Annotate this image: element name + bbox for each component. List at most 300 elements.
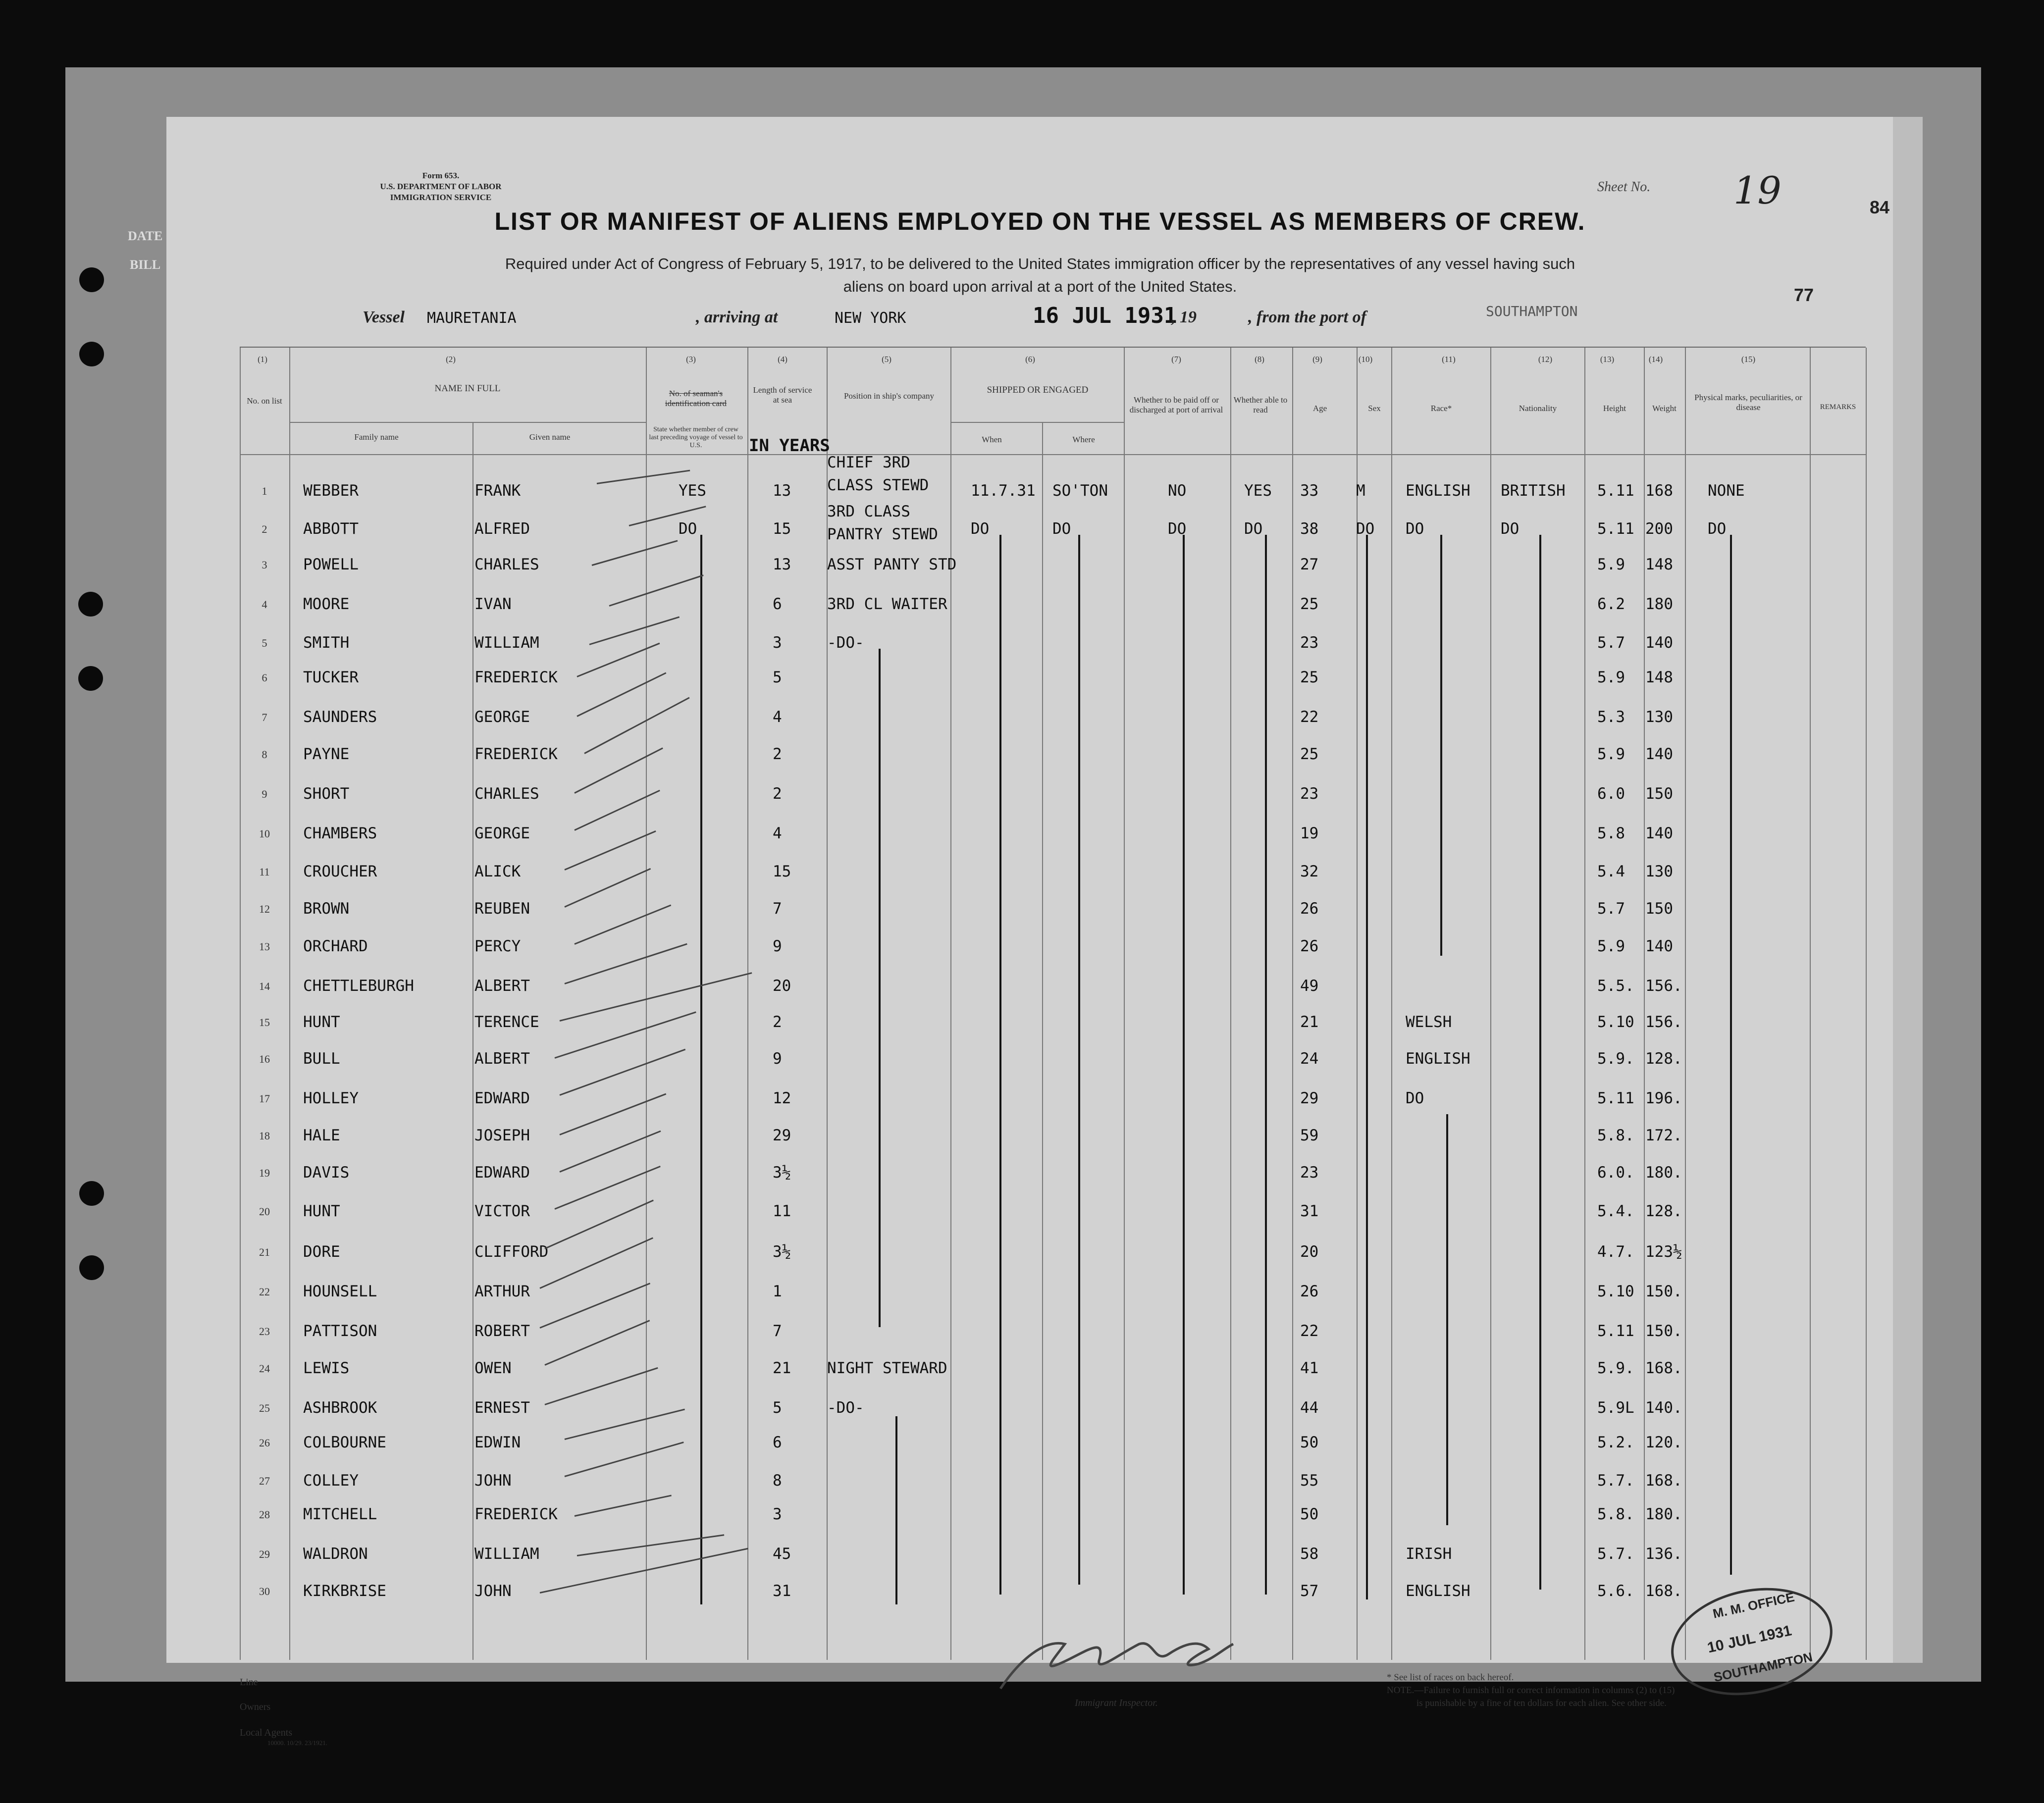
race: DO — [1406, 1089, 1424, 1107]
age: 57 — [1300, 1582, 1319, 1600]
height: 6.2 — [1597, 595, 1625, 613]
col-header-physical: Physical marks, peculiarities, or disease — [1694, 393, 1802, 412]
family-name: HOUNSELL — [303, 1283, 377, 1300]
crew-manifest-table — [240, 347, 1866, 1657]
years-at-sea: 13 — [773, 482, 791, 500]
weight: 150. — [1645, 1283, 1682, 1300]
height: 5.9L — [1597, 1399, 1634, 1417]
row-number: 28 — [259, 1508, 270, 1521]
years-at-sea: 8 — [773, 1472, 782, 1490]
shipped-where: SO'TON — [1052, 482, 1108, 500]
col-header-remarks: REMARKS — [1820, 403, 1856, 411]
row-number: 5 — [262, 637, 267, 649]
from-label: , from the port of — [1248, 308, 1366, 326]
shipped-when: 11.7.31 — [971, 482, 1036, 500]
height: 5.8 — [1597, 824, 1625, 842]
col-num: (9) — [1312, 355, 1322, 364]
able-to-read: YES — [1244, 482, 1272, 500]
subtitle-line: Required under Act of Congress of February 5, 1917, to be delivered to the United States immigration officer by the representatives of any vessel having such — [505, 255, 1575, 272]
row-number: 27 — [259, 1475, 270, 1487]
inspector-label: Immigrant Inspector. — [1075, 1698, 1158, 1708]
race: DO — [1406, 520, 1424, 538]
height: 5.8. — [1597, 1127, 1634, 1144]
race: ENGLISH — [1406, 482, 1470, 500]
years-at-sea: 6 — [773, 595, 782, 613]
given-name: REUBEN — [474, 900, 530, 918]
row-number: 6 — [262, 671, 267, 684]
col-header-paid-off: Whether to be paid off or discharged at port of arrival — [1129, 395, 1223, 414]
family-name: HOLLEY — [303, 1089, 359, 1107]
given-name: EDWIN — [474, 1434, 521, 1451]
col-header-age: Age — [1312, 404, 1327, 413]
position: CHIEF 3RD CLASS STEWD — [827, 454, 929, 494]
given-name: GEORGE — [474, 708, 530, 726]
given-name: CHARLES — [474, 556, 539, 573]
family-name: COLLEY — [303, 1472, 359, 1490]
col-num: (8) — [1255, 355, 1264, 364]
height: 5.10 — [1597, 1013, 1634, 1031]
stamp-text: SOUTHAMPTON — [1712, 1649, 1814, 1685]
page-number: 77 — [1794, 285, 1814, 305]
family-name: ORCHARD — [303, 937, 368, 955]
row-number: 2 — [262, 523, 267, 535]
age: 27 — [1300, 556, 1319, 573]
punch-hole — [79, 1255, 104, 1280]
given-name: FRANK — [474, 482, 521, 500]
age: 32 — [1300, 863, 1319, 880]
family-name: LEWIS — [303, 1359, 350, 1377]
weight: 156. — [1645, 1013, 1682, 1031]
weight: 180. — [1645, 1505, 1682, 1523]
weight: 123½ — [1645, 1243, 1682, 1261]
age: 25 — [1300, 745, 1319, 763]
height: 5.7 — [1597, 900, 1625, 918]
row-number: 20 — [259, 1205, 270, 1218]
weight: 140 — [1645, 937, 1673, 955]
given-name: EDWARD — [474, 1164, 530, 1182]
age: 58 — [1300, 1545, 1319, 1563]
able-to-read: DO — [1244, 520, 1263, 538]
col-num: (12) — [1538, 355, 1553, 364]
row-number: 30 — [259, 1585, 270, 1597]
age: 50 — [1300, 1505, 1319, 1523]
years-at-sea: 4 — [773, 708, 782, 726]
family-name: WALDRON — [303, 1545, 368, 1563]
given-name: EDWARD — [474, 1089, 530, 1107]
footnote-line: * See list of races on back hereof. — [1387, 1672, 1514, 1683]
family-name: ASHBROOK — [303, 1399, 377, 1417]
col-num: (4) — [778, 355, 787, 364]
height: 5.11 — [1597, 482, 1634, 500]
form-number: Form 653. — [422, 171, 460, 180]
position: ASST PANTY STD — [827, 556, 957, 573]
given-name: VICTOR — [474, 1202, 530, 1220]
given-name: ALBERT — [474, 977, 530, 995]
family-name: ABBOTT — [303, 520, 359, 538]
years-at-sea: 9 — [773, 937, 782, 955]
row-number: 11 — [259, 866, 270, 878]
weight: 168. — [1645, 1582, 1682, 1600]
given-name: ROBERT — [474, 1322, 530, 1340]
age: 38 — [1300, 520, 1319, 538]
years-at-sea: 21 — [773, 1359, 791, 1377]
age: 25 — [1300, 595, 1319, 613]
col-num: (13) — [1600, 355, 1615, 364]
weight: 156. — [1645, 977, 1682, 995]
family-name: SAUNDERS — [303, 708, 377, 726]
weight: 180 — [1645, 595, 1673, 613]
punch-hole — [79, 267, 104, 292]
row-number: 17 — [259, 1092, 270, 1105]
given-name: ALFRED — [474, 520, 530, 538]
years-at-sea: 29 — [773, 1127, 791, 1144]
years-at-sea: 20 — [773, 977, 791, 995]
row-number: 23 — [259, 1325, 270, 1338]
years-at-sea: 13 — [773, 556, 791, 573]
footnote-line: NOTE.—Failure to furnish full or correct information in columns (2) to (15) — [1387, 1685, 1675, 1696]
edge-stamp-mark: DATE — [128, 229, 163, 243]
row-number: 10 — [259, 827, 270, 840]
sheet-edge — [1893, 117, 1923, 1663]
height: 5.9. — [1597, 1050, 1634, 1068]
col-header-length: Length of service at sea — [753, 385, 812, 405]
height: 5.5. — [1597, 977, 1634, 995]
col-num: (1) — [258, 355, 267, 364]
given-name: JOSEPH — [474, 1127, 530, 1144]
position: -DO- — [827, 634, 864, 652]
arriving-label: , arriving at — [696, 308, 778, 326]
row-number: 15 — [259, 1016, 270, 1029]
row-number: 26 — [259, 1437, 270, 1449]
col-header-sex: Sex — [1368, 404, 1381, 413]
age: 25 — [1300, 669, 1319, 686]
weight: 136. — [1645, 1545, 1682, 1563]
weight: 172. — [1645, 1127, 1682, 1144]
given-name: CHARLES — [474, 785, 539, 803]
row-number: 12 — [259, 903, 270, 915]
family-name: DORE — [303, 1243, 340, 1261]
print-code: 10000. 10/29. 23/1921. — [267, 1739, 327, 1747]
family-name: SMITH — [303, 634, 350, 652]
inspector-signature — [991, 1629, 1238, 1699]
height: 5.9 — [1597, 556, 1625, 573]
height: 6.0 — [1597, 785, 1625, 803]
family-name: COLBOURNE — [303, 1434, 386, 1451]
physical-marks: NONE — [1708, 482, 1745, 500]
given-name: WILLIAM — [474, 634, 539, 652]
sheet-no-label: Sheet No. — [1597, 179, 1651, 195]
years-at-sea: 5 — [773, 1399, 782, 1417]
col-header-card-struck: No. of seaman's identification card — [665, 389, 727, 408]
family-name: WEBBER — [303, 482, 359, 500]
position: 3RD CL WAITER — [827, 595, 947, 613]
given-name: PERCY — [474, 937, 521, 955]
given-name: ALBERT — [474, 1050, 530, 1068]
owners-label: Owners — [240, 1701, 271, 1712]
col-header-shipped: SHIPPED OR ENGAGED — [987, 385, 1089, 395]
given-name: CLIFFORD — [474, 1243, 549, 1261]
col-num: (15) — [1741, 355, 1756, 364]
height: 5.11 — [1597, 520, 1634, 538]
age: 23 — [1300, 1164, 1319, 1182]
height: 5.2. — [1597, 1434, 1634, 1451]
family-name: DAVIS — [303, 1164, 350, 1182]
height: 4.7. — [1597, 1243, 1634, 1261]
family-name: BROWN — [303, 900, 350, 918]
weight: 168. — [1645, 1472, 1682, 1490]
row-number: 19 — [259, 1167, 270, 1179]
age: 26 — [1300, 1283, 1319, 1300]
age: 24 — [1300, 1050, 1319, 1068]
weight: 168 — [1645, 482, 1673, 500]
physical-marks: DO — [1708, 520, 1727, 538]
col-header-nationality: Nationality — [1519, 404, 1557, 413]
stamp-text: M. M. OFFICE — [1711, 1589, 1796, 1621]
age: 23 — [1300, 785, 1319, 803]
race: ENGLISH — [1406, 1582, 1470, 1600]
row-number: 16 — [259, 1053, 270, 1065]
family-name: BULL — [303, 1050, 340, 1068]
family-name: MOORE — [303, 595, 350, 613]
years-at-sea: 2 — [773, 745, 782, 763]
weight: 130 — [1645, 708, 1673, 726]
year-label: , 19 — [1171, 308, 1197, 326]
col-header-given: Given name — [529, 432, 571, 442]
given-name: TERENCE — [474, 1013, 539, 1031]
years-at-sea: 4 — [773, 824, 782, 842]
age: 20 — [1300, 1243, 1319, 1261]
age: 55 — [1300, 1472, 1319, 1490]
col-header-weight: Weight — [1652, 404, 1677, 413]
nationality: BRITISH — [1501, 482, 1566, 500]
family-name: SHORT — [303, 785, 350, 803]
paid-off: DO — [1168, 520, 1187, 538]
height: 5.7. — [1597, 1472, 1634, 1490]
family-name: HUNT — [303, 1202, 340, 1220]
shipped-where: DO — [1052, 520, 1071, 538]
family-name: HUNT — [303, 1013, 340, 1031]
given-name: ARTHUR — [474, 1283, 530, 1300]
col-header-read: Whether able to read — [1233, 395, 1288, 414]
height: 5.7. — [1597, 1545, 1634, 1563]
height: 5.4 — [1597, 863, 1625, 880]
family-name: PATTISON — [303, 1322, 377, 1340]
years-at-sea: 7 — [773, 900, 782, 918]
row-number: 29 — [259, 1548, 270, 1560]
row-number: 8 — [262, 748, 267, 761]
col-header-no: No. on list — [247, 396, 282, 406]
row-number: 22 — [259, 1286, 270, 1298]
age: 49 — [1300, 977, 1319, 995]
years-at-sea: 12 — [773, 1089, 791, 1107]
previous-voyage: YES — [679, 482, 706, 500]
height: 5.7 — [1597, 634, 1625, 652]
weight: 200 — [1645, 520, 1673, 538]
position: NIGHT STEWARD — [827, 1359, 947, 1377]
from-port: SOUTHAMPTON — [1486, 303, 1578, 319]
shipped-when: DO — [971, 520, 990, 538]
family-name: POWELL — [303, 556, 359, 573]
weight: 150 — [1645, 900, 1673, 918]
years-at-sea: 3 — [773, 634, 782, 652]
years-at-sea: 2 — [773, 785, 782, 803]
punch-hole — [79, 1181, 104, 1206]
col-header-position: Position in ship's company — [843, 391, 935, 401]
row-number: 18 — [259, 1130, 270, 1142]
given-name: IVAN — [474, 595, 512, 613]
age: 50 — [1300, 1434, 1319, 1451]
col-num: (10) — [1358, 355, 1373, 364]
height: 5.9 — [1597, 669, 1625, 686]
height: 5.3 — [1597, 708, 1625, 726]
footnote-line: is punishable by a fine of ten dollars for each alien. See other side. — [1416, 1698, 1667, 1708]
age: 21 — [1300, 1013, 1319, 1031]
age: 26 — [1300, 937, 1319, 955]
height: 5.8. — [1597, 1505, 1634, 1523]
col-num: (3) — [686, 355, 696, 364]
race: ENGLISH — [1406, 1050, 1470, 1068]
weight: 148 — [1645, 669, 1673, 686]
paid-off: NO — [1168, 482, 1187, 500]
weight: 128. — [1645, 1050, 1682, 1068]
weight: 140 — [1645, 824, 1673, 842]
family-name: HALE — [303, 1127, 340, 1144]
col-header-height: Height — [1603, 404, 1626, 413]
weight: 140. — [1645, 1399, 1682, 1417]
service: IMMIGRATION SERVICE — [390, 193, 492, 202]
row-number: 25 — [259, 1402, 270, 1414]
arriving-port: NEW YORK — [835, 309, 906, 327]
given-name: FREDERICK — [474, 1505, 558, 1523]
family-name: CHETTLEBURGH — [303, 977, 414, 995]
date-stamp: 16 JUL 1931 — [1033, 303, 1177, 328]
age: 31 — [1300, 1202, 1319, 1220]
family-name: TUCKER — [303, 669, 359, 686]
height: 5.6. — [1597, 1582, 1634, 1600]
years-at-sea: 5 — [773, 669, 782, 686]
col-num: (14) — [1648, 355, 1663, 364]
weight: 196. — [1645, 1089, 1682, 1107]
weight: 148 — [1645, 556, 1673, 573]
row-number: 14 — [259, 980, 270, 992]
age: 22 — [1300, 1322, 1319, 1340]
col-header-where: Where — [1072, 435, 1095, 444]
subtitle-line: aliens on board upon arrival at a port of the United States. — [843, 278, 1237, 295]
family-name: PAYNE — [303, 745, 350, 763]
sheet-number: 19 — [1733, 168, 1782, 212]
punch-hole — [78, 592, 103, 617]
height: 5.11 — [1597, 1089, 1634, 1107]
race: WELSH — [1406, 1013, 1452, 1031]
row-number: 3 — [262, 559, 267, 571]
age: 44 — [1300, 1399, 1319, 1417]
given-name: ERNEST — [474, 1399, 530, 1417]
age: 59 — [1300, 1127, 1319, 1144]
family-name: CROUCHER — [303, 863, 377, 880]
given-name: JOHN — [474, 1472, 512, 1490]
form-header — [367, 170, 515, 203]
years-at-sea: 7 — [773, 1322, 782, 1340]
family-name: CHAMBERS — [303, 824, 377, 842]
height: 5.4. — [1597, 1202, 1634, 1220]
height: 5.9 — [1597, 937, 1625, 955]
sex: DO — [1356, 520, 1375, 538]
weight: 150. — [1645, 1322, 1682, 1340]
age: 26 — [1300, 900, 1319, 918]
punch-hole — [78, 666, 103, 691]
age: 22 — [1300, 708, 1319, 726]
agents-label: Local Agents — [240, 1727, 293, 1738]
weight: 130 — [1645, 863, 1673, 880]
given-name: JOHN — [474, 1582, 512, 1600]
col-num: (6) — [1025, 355, 1035, 364]
weight: 168. — [1645, 1359, 1682, 1377]
col-num: (11) — [1442, 355, 1456, 364]
weight: 128. — [1645, 1202, 1682, 1220]
department: U.S. DEPARTMENT OF LABOR — [380, 182, 502, 191]
row-number: 9 — [262, 788, 267, 800]
sex: M — [1356, 482, 1365, 500]
row-number: 24 — [259, 1362, 270, 1375]
height: 5.9 — [1597, 745, 1625, 763]
vessel-label: Vessel — [363, 308, 405, 326]
nationality: DO — [1501, 520, 1520, 538]
years-at-sea: 15 — [773, 863, 791, 880]
col-header-when: When — [982, 435, 1002, 444]
years-at-sea: 2 — [773, 1013, 782, 1031]
age: 41 — [1300, 1359, 1319, 1377]
family-name: MITCHELL — [303, 1505, 377, 1523]
height: 5.9. — [1597, 1359, 1634, 1377]
family-name: KIRKBRISE — [303, 1582, 386, 1600]
col-num: (2) — [446, 355, 456, 364]
position: -DO- — [827, 1399, 864, 1417]
weight: 150 — [1645, 785, 1673, 803]
given-name: FREDERICK — [474, 745, 558, 763]
page-corner-number: 84 — [1870, 197, 1890, 217]
weight: 140 — [1645, 745, 1673, 763]
years-at-sea: 15 — [773, 520, 791, 538]
years-at-sea: 6 — [773, 1434, 782, 1451]
age: 33 — [1300, 482, 1319, 500]
height: 5.10 — [1597, 1283, 1634, 1300]
years-at-sea: 3 — [773, 1505, 782, 1523]
weight: 140 — [1645, 634, 1673, 652]
years-at-sea: 45 — [773, 1545, 791, 1563]
years-at-sea: 3½ — [773, 1164, 791, 1182]
height: 6.0. — [1597, 1164, 1634, 1182]
col-header-race: Race* — [1430, 404, 1452, 413]
col-header-name: NAME IN FULL — [434, 383, 501, 394]
years-at-sea: 11 — [773, 1202, 791, 1220]
col-header-family: Family name — [354, 432, 399, 442]
height: 5.11 — [1597, 1322, 1634, 1340]
row-number: 4 — [262, 598, 267, 611]
position: 3RD CLASS PANTRY STEWD — [827, 503, 938, 543]
stamp-text: 10 JUL 1931 — [1706, 1622, 1793, 1656]
given-name: OWEN — [474, 1359, 512, 1377]
vessel-name: MAURETANIA — [427, 309, 517, 327]
given-name: WILLIAM — [474, 1545, 539, 1563]
weight: 120. — [1645, 1434, 1682, 1451]
line-label: Line — [240, 1677, 258, 1688]
edge-stamp-mark: BILL — [130, 258, 161, 272]
row-number: 7 — [262, 711, 267, 723]
previous-voyage: DO — [679, 520, 697, 538]
row-number: 13 — [259, 940, 270, 953]
age: 29 — [1300, 1089, 1319, 1107]
years-at-sea: 31 — [773, 1582, 791, 1600]
